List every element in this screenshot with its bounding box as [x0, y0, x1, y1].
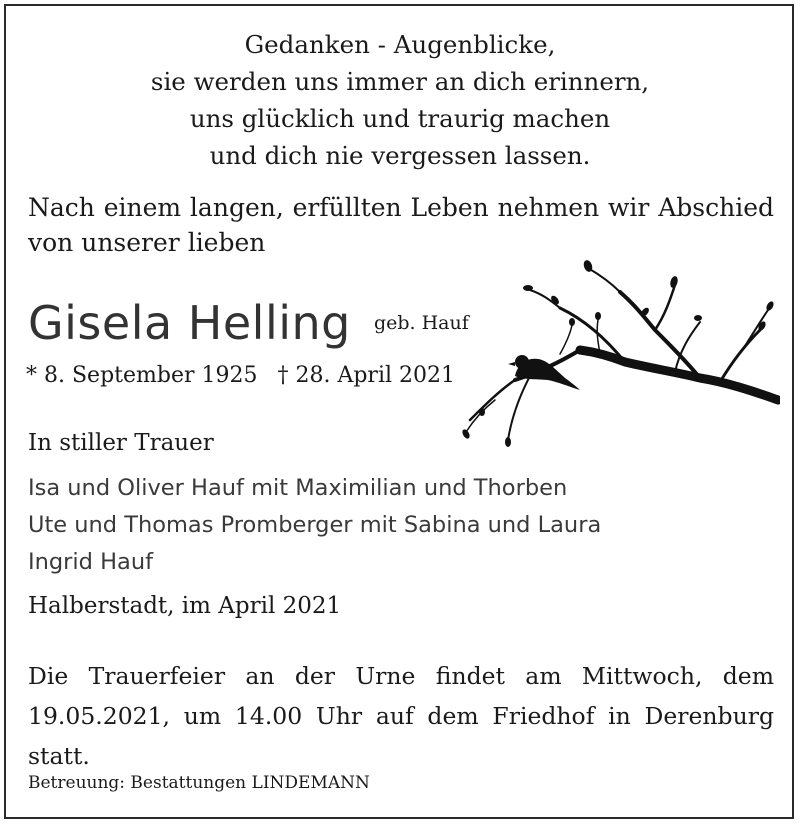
service-line: statt. — [28, 742, 90, 770]
life-dates — [26, 363, 455, 388]
birth-name: geb. Hauf — [373, 312, 469, 334]
poem-line: sie werden uns immer an dich erinnern, — [150, 67, 650, 96]
poem-line: Gedanken - Augenblicke, — [244, 30, 556, 59]
mourning-label: In stiller Trauer — [28, 430, 214, 456]
service-line: 19.05.2021, um 14.00 Uhr auf dem Friedhof in Derenburg — [28, 702, 774, 730]
mourner-line: Ingrid Hauf — [28, 549, 154, 575]
poem-line: uns glücklich und traurig machen — [189, 104, 611, 133]
intro-line: von unserer lieben — [28, 228, 266, 257]
mourner-line: Isa und Oliver Hauf mit Maximilian und Thorben — [28, 475, 568, 501]
intro-line: Nach einem langen, erfüllten Leben nehmen wir Abschied — [28, 193, 774, 222]
branch-with-bird-icon — [460, 250, 780, 450]
funeral-home: Betreuung: Bestattungen LINDEMANN — [28, 773, 370, 793]
poem — [0, 26, 800, 174]
deceased-name-row — [28, 296, 469, 350]
birth-date: * 8. September 1925 — [26, 363, 258, 388]
death-date: † 28. April 2021 — [277, 363, 455, 388]
mourners-list — [28, 470, 601, 581]
place-date: Halberstadt, im April 2021 — [28, 593, 342, 619]
deceased-name: Gisela Helling — [28, 296, 351, 350]
service-info — [28, 656, 774, 776]
poem-line: und dich nie vergessen lassen. — [209, 141, 591, 170]
service-line: Die Trauerfeier an der Urne findet am Mittwoch, dem — [28, 662, 774, 690]
mourner-line: Ute und Thomas Promberger mit Sabina und Laura — [28, 512, 602, 538]
